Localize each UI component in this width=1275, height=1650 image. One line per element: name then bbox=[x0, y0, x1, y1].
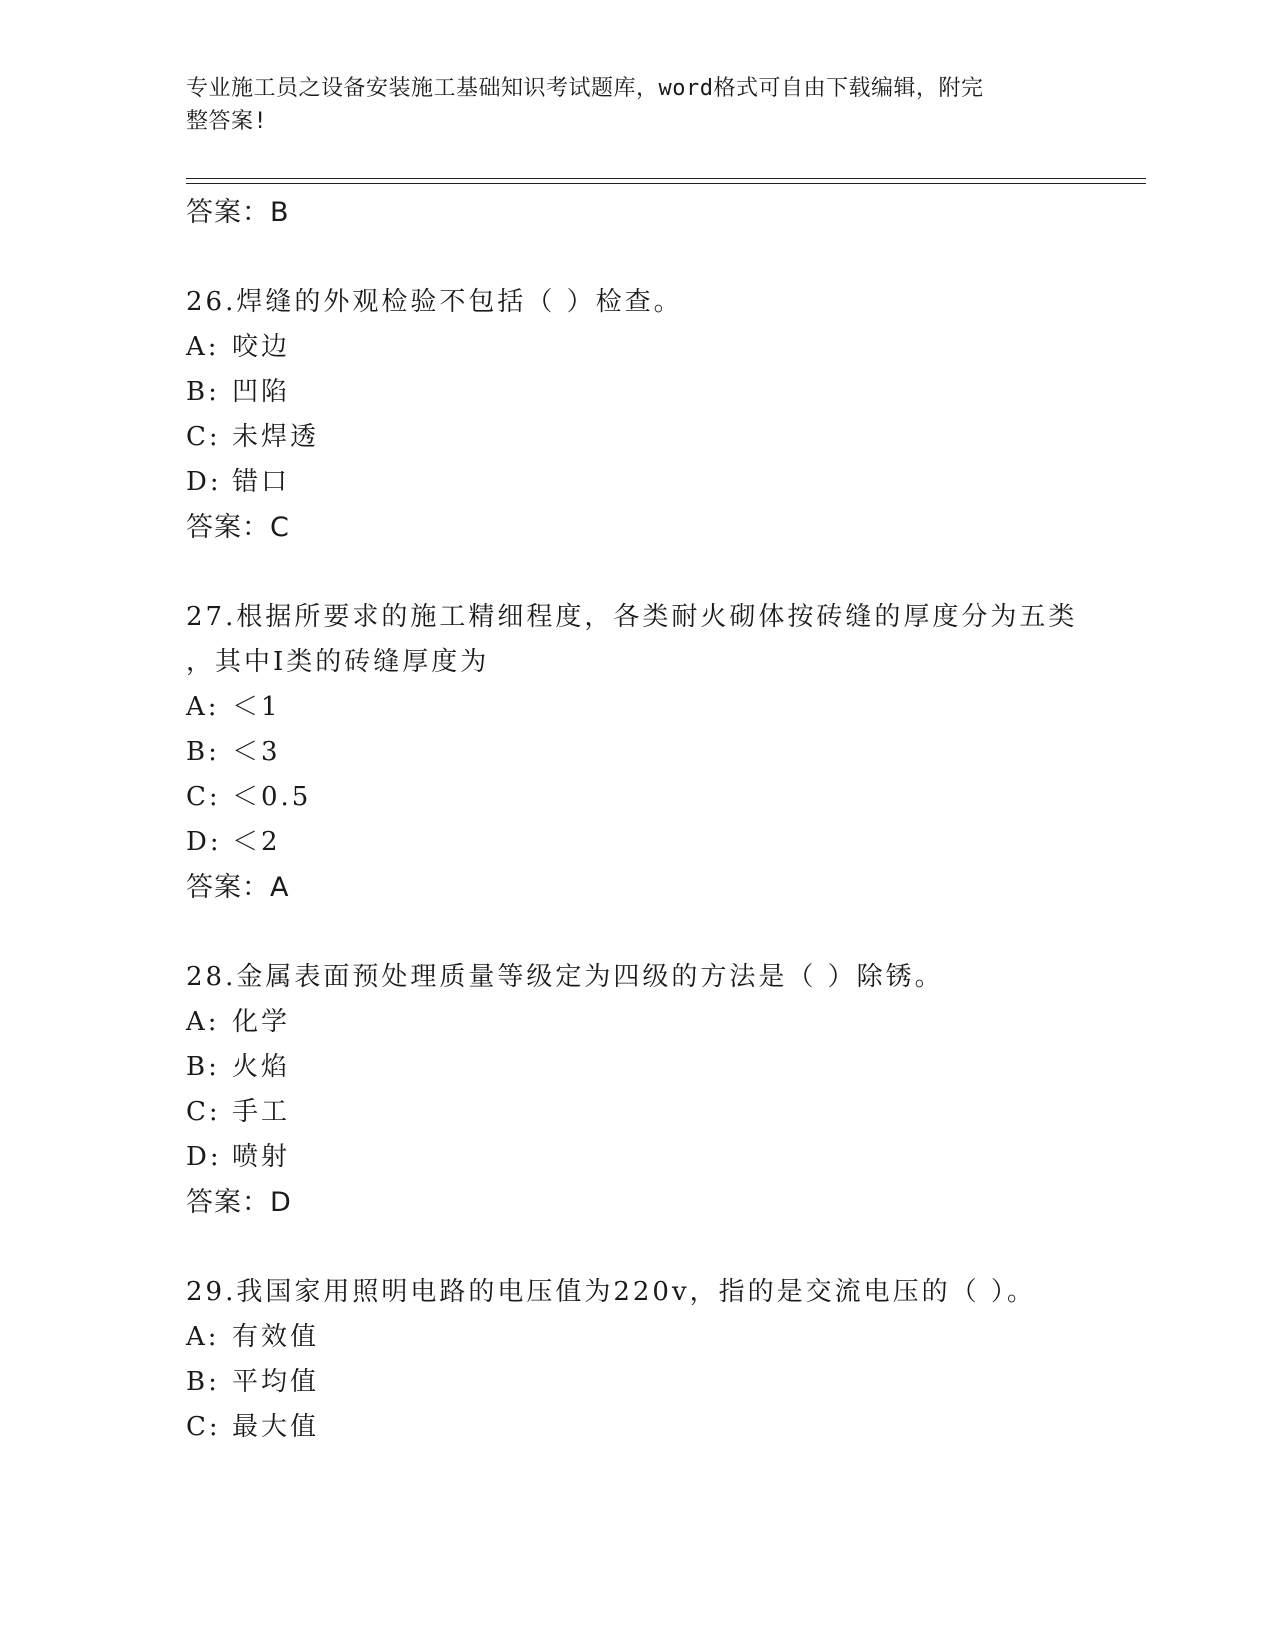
option-text: ＜3 bbox=[232, 737, 281, 767]
question-27 bbox=[186, 595, 1146, 910]
option-text: ＜1 bbox=[232, 692, 281, 722]
option-letter: A: bbox=[186, 1322, 220, 1352]
option-text: 咬边 bbox=[232, 332, 291, 362]
option-text: ＜2 bbox=[232, 827, 281, 857]
option-b bbox=[186, 1360, 1146, 1405]
option-text: 未焊透 bbox=[232, 422, 320, 452]
option-letter: D: bbox=[186, 827, 222, 857]
option-letter: B: bbox=[186, 377, 220, 407]
option-c bbox=[186, 1090, 1146, 1135]
option-text: ＜0.5 bbox=[232, 782, 312, 812]
option-letter: C: bbox=[186, 1097, 221, 1127]
answer-line: 答案：B bbox=[186, 197, 290, 228]
option-a bbox=[186, 325, 1146, 370]
question-text: 26.焊缝的外观检验不包括（ ）检查。 bbox=[186, 287, 683, 317]
option-text: 凹陷 bbox=[232, 377, 291, 407]
answer-line: 答案：A bbox=[186, 872, 290, 903]
question-text: 28.金属表面预处理质量等级定为四级的方法是（ ）除锈。 bbox=[186, 962, 944, 992]
option-letter: A: bbox=[186, 332, 220, 362]
question-text: 29.我国家用照明电路的电压值为220v，指的是交流电压的（ ）。 bbox=[186, 1277, 1036, 1307]
option-letter: C: bbox=[186, 1412, 221, 1442]
option-letter: A: bbox=[186, 1007, 220, 1037]
option-a bbox=[186, 1000, 1146, 1045]
question-26 bbox=[186, 280, 1146, 550]
option-text: 错口 bbox=[232, 467, 291, 497]
header-divider-bottom bbox=[186, 183, 1146, 184]
option-letter: D: bbox=[186, 467, 222, 497]
option-text: 化学 bbox=[232, 1007, 291, 1037]
option-c bbox=[186, 775, 1146, 820]
header-line-2: 整答案! bbox=[186, 109, 268, 134]
option-a bbox=[186, 685, 1146, 730]
option-letter: B: bbox=[186, 737, 220, 767]
header-divider-top bbox=[186, 178, 1146, 179]
document-header bbox=[186, 72, 1066, 138]
option-letter: B: bbox=[186, 1367, 220, 1397]
option-text: 喷射 bbox=[232, 1142, 291, 1172]
option-letter: C: bbox=[186, 782, 221, 812]
question-28 bbox=[186, 955, 1146, 1225]
option-letter: A: bbox=[186, 692, 220, 722]
option-b bbox=[186, 1045, 1146, 1090]
question-text: 27.根据所要求的施工精细程度，各类耐火砌体按砖缝的厚度分为五类 bbox=[186, 602, 1078, 632]
option-text: 火焰 bbox=[232, 1052, 291, 1082]
question-29 bbox=[186, 1270, 1146, 1450]
option-text: 有效值 bbox=[232, 1322, 320, 1352]
option-b bbox=[186, 730, 1146, 775]
option-a bbox=[186, 1315, 1146, 1360]
option-c bbox=[186, 1405, 1146, 1450]
option-text: 最大值 bbox=[232, 1412, 320, 1442]
option-text: 手工 bbox=[232, 1097, 291, 1127]
option-c bbox=[186, 415, 1146, 460]
option-letter: C: bbox=[186, 422, 221, 452]
answer-line: 答案：D bbox=[186, 1187, 292, 1218]
question-list bbox=[186, 190, 1146, 1450]
option-letter: D: bbox=[186, 1142, 222, 1172]
option-text: 平均值 bbox=[232, 1367, 320, 1397]
question-text-continued: ，其中I类的砖缝厚度为 bbox=[186, 647, 490, 677]
header-line-1: 专业施工员之设备安装施工基础知识考试题库，word格式可自由下载编辑，附完 bbox=[186, 76, 984, 101]
answer-line: 答案：C bbox=[186, 512, 290, 543]
option-d bbox=[186, 1135, 1146, 1180]
option-d bbox=[186, 820, 1146, 865]
option-b bbox=[186, 370, 1146, 415]
option-d bbox=[186, 460, 1146, 505]
option-letter: B: bbox=[186, 1052, 220, 1082]
